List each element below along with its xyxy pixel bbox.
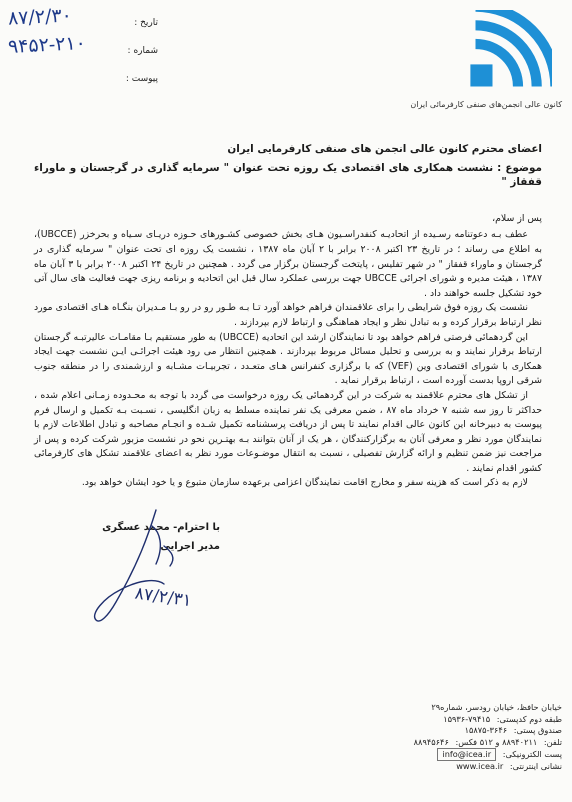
number-value: ۹۴۵۲-۲۱۰: [7, 31, 87, 59]
website-link[interactable]: www.icea.ir: [456, 761, 504, 772]
date-value: ۸۷/۲/۳۰: [7, 4, 73, 30]
po-box: ۳۶۴۶-۱۵۸۷۵: [464, 725, 508, 736]
date-label: تاریخ :: [134, 18, 158, 28]
po-box-label: صندوق پستی:: [513, 725, 562, 736]
broadcast-logo-icon: [467, 10, 552, 95]
letter-meta: [8, 6, 158, 90]
website-label: نشانی اینترنتی:: [509, 761, 562, 772]
handwritten-date: ۸۷/۲/۳۱: [133, 583, 193, 612]
email-link[interactable]: info@icea.ir: [437, 748, 496, 761]
signature-title: مدیر اجرایی: [160, 541, 220, 552]
po-box-row: [372, 725, 562, 737]
attachment-row: [8, 62, 158, 90]
phone-fax-row: [372, 737, 562, 749]
paragraph: نشست یک روزه فوق شرایطی را برای علاقمندان فراهم خواهد آورد تـا بـه طـور رو در رو بـا مـدیران بنگـاه هـای اقتصادی مورد نظر ارتباط برقرار کرده و به تبادل نظر و ایجاد هماهنگی و ارتباط لازم بپردازند .: [34, 302, 542, 328]
handwritten-signature: [60, 506, 230, 636]
signature-closing: با احترام- محمد عسگری: [102, 522, 220, 533]
salutation: پس از سلام،: [492, 212, 542, 224]
number-row: [7, 31, 158, 62]
postal-code: ۷۹۴۱۵-۱۵۹۳۶: [443, 713, 491, 724]
phone: ۸۸۹۴۰۲۱۱ و ۵۱۲: [479, 736, 538, 747]
postal-code-row: [372, 714, 562, 726]
email-label: پست الکترونیکی:: [502, 749, 562, 760]
paragraph: لازم به ذکر است که هزینه سفر و مخارج اقامت نمایندگان اعزامی برعهده سازمان متبوع و یا خود ایشان خواهد بود.: [81, 477, 528, 489]
paragraph: از تشکل های محترم علاقمند به شرکت در این گردهمائی یک روزه درخواست می گردد با توجه به محـدوده زمـانی اعلام شده ، حداکثر تا روز سه شنبه ۷ خرداد ماه ۸۷ ، ضمن معرفی یک نفر نماینده مسلط به زبان انگلیسی ، نسـبت بـه تکمیل و ارسال فرم پیوست به دبیرخانه این کانون عالی اقدام نمایند تا پس از دریافت پرسشنامه تکمیل شـده و انجـام مصاحبه و تبادل اطلاعات لازم با نمایندگان مورد نظر و معرفی آنان به برگزارکنندگان ، هر یک از آنان بتوانند بـه بهتـرین نحو در نشست مزبور شرکت کرده و پس از مراجعت نیز ضمن تنظیم و ارائه گزارش تفصیلی ، نسبت به انتقال موضـوعات مورد نظر به اعضای علاقمند تشکل های کارفرمائی کشور اقدام نمایند .: [34, 389, 542, 474]
website-row: [372, 761, 562, 773]
org-name: کانون عالی انجمن‌های صنفی کارفرمائی ایران: [410, 100, 562, 109]
contact-footer: [372, 702, 562, 773]
phone-label: تلفن:: [543, 736, 562, 747]
email-row: [372, 748, 562, 761]
address: خیابان حافظ، خیابان رودسر، شماره۲۹: [431, 702, 562, 712]
subject: موضوع : نشست همکاری های اقتصادی یک روزه تحت عنوان " سرمایه گذاری در گرجستان و ماوراء قفقاز ": [34, 161, 542, 189]
letter-body: [34, 142, 542, 491]
recipient: اعضای محترم کانون عالی انجمن های صنفی کارفرمایی ایران: [227, 143, 542, 155]
fax: ۸۸۹۴۵۶۴۶: [413, 736, 449, 747]
paragraph: عطف بـه دعوتنامه رسـیده از اتحادیـه کنفدراسـیون هـای بخش خصوصی کشـورهای حـوزه دریـای سـیاه و بحرخزر (UBCCE)، به اطلاع می رساند ؛ در تاریخ ۲۳ اکتبر ۲۰۰۸ برابر با ۲ آبان ماه ۱۳۸۷ ، نشست یک روزه ای تحت عنوان " سرمایه گذاری در گرجستان و ماوراء قفقاز " در شهر تفلیس ، پایتخت گرجستان برگزار می گردد . همچنین در تاریخ ۲۴ اکتبر ۲۰۰۸ برابر با ۳ آبان ماه ۱۳۸۷ ، هیئت مدیره و شورای اجرائی UBCCE جهت بررسی عملکرد سال قبل این اتحادیه و برنامه ریزی جهت فعالیت های سال آتی خود تشکیل جلسه خواهند داد .: [34, 229, 543, 299]
paragraph: این گردهمائی فرصتی فراهم خواهد بود تا نمایندگان ارشد این اتحادیه (UBCCE) به طور مستقیم بـا مقامـات عالیرتبـه گرجستان ارتباط برقرار نمایند و به بررسی و تحلیل مسائل مربوط بپردازند . همچنین انتظار می رود هیئت اجرائـی ایـن نشست جهت ایجاد همکاری با شورای اقتصادی وین (VEF) که با برگزاری کنفرانس هـای متعـدد ، تجربیـات مشـابه و ارزشمندی را در منطقه جنوب شرقی اروپا بدست آورده است ، ارتباط برقرار نماید .: [34, 331, 542, 387]
postal-code-label: طبقه دوم کدپستی:: [496, 713, 562, 724]
date-row: [8, 6, 158, 34]
number-label: شماره :: [127, 46, 158, 56]
fax-label: فکس:: [455, 736, 478, 747]
attachment-label: پیوست :: [125, 74, 158, 84]
